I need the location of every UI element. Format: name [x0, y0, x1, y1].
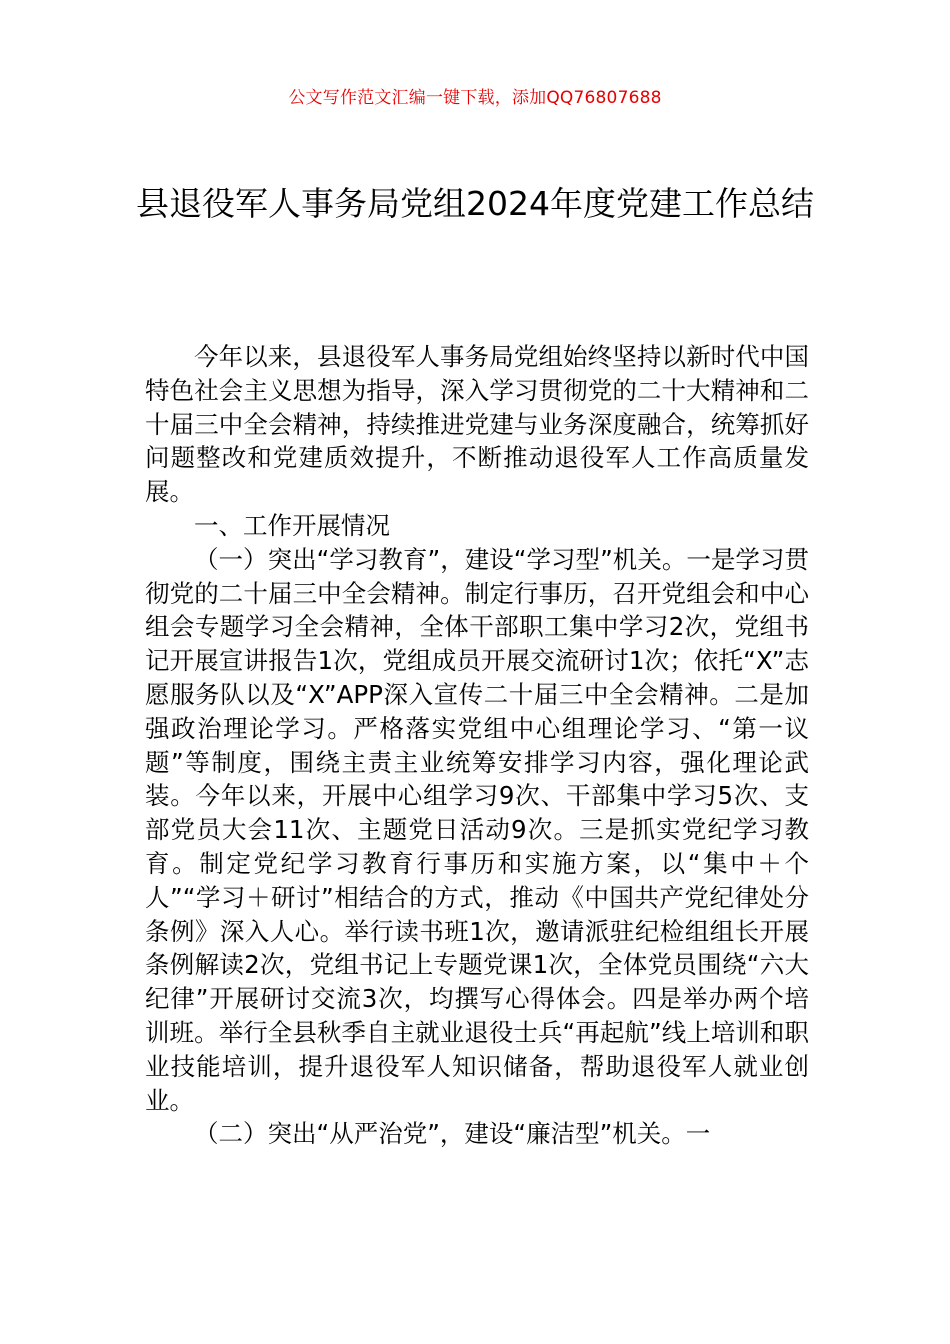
paragraph-study-education: （一）突出“学习教育”，建设“学习型”机关。一是学习贯彻党的二十届三中全会精神。制定行事历，召开党组会和中心组会专题学习全会精神，全体干部职工集中学习2次，党组书记开展宣讲报告1次，党组成员开展交流研讨1次；依托“X”志愿服务队以及“X”APP深入宣传二十届三中全会精神。二是加强政治理论学习。严格落实党组中心组理论学习、“第一议题”等制度，围绕主责主业统筹安排学习内容，强化理论武装。今年以来，开展中心组学习9次、干部集中学习5次、支部党员大会11次、主题党日活动9次。三是抓实党纪学习教育。制定党纪学习教育行事历和实施方案，以“集中＋个人”“学习＋研讨”相结合的方式，推动《中国共产党纪律处分条例》深入人心。举行读书班1次，邀请派驻纪检组组长开展条例解读2次，党组书记上专题党课1次，全体党员围绕“六大纪律”开展研讨交流3次，均撰写心得体会。四是举办两个培训班。举行全县秋季自主就业退役士兵“再起航”线上培训和职业技能培训，提升退役军人知识储备，帮助退役军人就业创业。 [145, 544, 809, 1115]
document-body [145, 340, 809, 1151]
paragraph-strict-governance: （二）突出“从严治党”，建设“廉洁型”机关。一 [194, 1119, 711, 1149]
paragraph-intro: 今年以来，县退役军人事务局党组始终坚持以新时代中国特色社会主义思想为指导，深入学习贯彻党的二十大精神和二十届三中全会精神，持续推进党建与业务深度融合，统筹抓好问题整改和党建质效提升，不断推动退役军人工作高质量发展。 [145, 342, 809, 507]
header-note: 公文写作范文汇编一键下载，添加QQ76807688 [288, 88, 662, 108]
section-heading: 一、工作开展情况 [194, 510, 390, 540]
document-title: 县退役军人事务局党组2024年度党建工作总结 [136, 184, 814, 223]
